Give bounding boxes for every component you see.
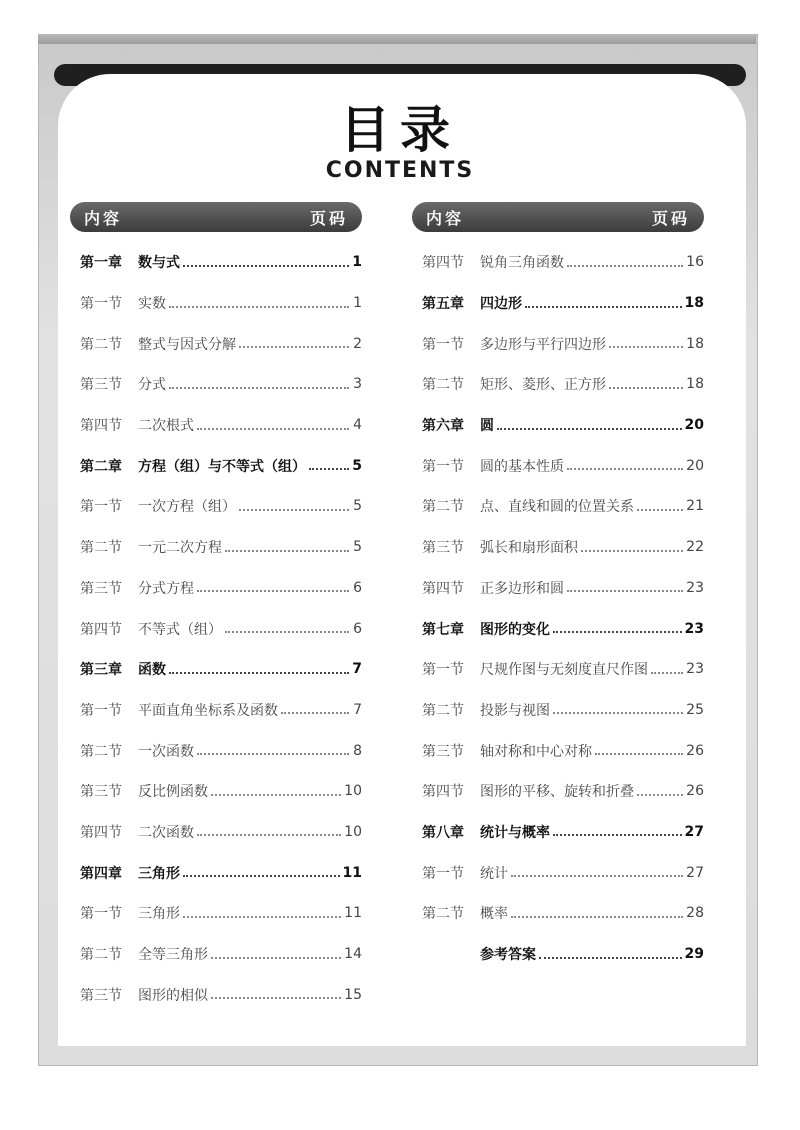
entry-title: 锐角三角函数 [480, 255, 564, 272]
toc-section-entry [70, 568, 362, 609]
entry-title: 实数 [138, 296, 166, 313]
entry-title: 函数 [138, 662, 166, 679]
toc-section-entry [70, 608, 362, 649]
toc-section-entry [412, 364, 704, 405]
entry-title: 整式与因式分解 [138, 336, 236, 353]
leader-dots [183, 264, 349, 267]
leader-dots [651, 671, 683, 674]
toc-section-entry [412, 568, 704, 609]
toc-section-entry [70, 771, 362, 812]
entry-title: 图形的平移、旋转和折叠 [480, 784, 634, 801]
toc-chapter-entry [70, 649, 362, 690]
entry-number: 第八章 [422, 824, 464, 841]
entry-title: 统计 [480, 865, 508, 882]
entry-page-number: 1 [353, 295, 362, 312]
entry-page-number: 7 [352, 661, 362, 678]
column-header-page-label: 页码 [309, 208, 348, 228]
leader-dots [183, 874, 340, 877]
entry-page-number: 23 [686, 661, 704, 678]
toc-section-entry [70, 974, 362, 1015]
entry-title: 多边形与平行四边形 [480, 336, 606, 353]
entry-page-number: 5 [353, 539, 362, 556]
entry-number: 第三节 [80, 784, 122, 801]
entry-number: 第四节 [422, 580, 464, 597]
leader-dots [553, 711, 683, 714]
leader-dots [239, 508, 349, 511]
toc-chapter-entry [70, 242, 362, 283]
toc-section-entry [70, 934, 362, 975]
toc-section-entry [412, 730, 704, 771]
toc-section-entry [412, 690, 704, 731]
leader-dots [281, 711, 349, 714]
toc-section-entry [70, 486, 362, 527]
toc-section-entry [412, 445, 704, 486]
entry-number: 第一节 [422, 336, 464, 353]
entry-page-number: 18 [686, 335, 704, 352]
entry-page-number: 6 [353, 620, 362, 637]
leader-dots [511, 874, 683, 877]
leader-dots [567, 467, 683, 470]
entry-title: 平面直角坐标系及函数 [138, 702, 278, 719]
entry-page-number: 27 [686, 864, 704, 881]
leader-dots [169, 386, 349, 389]
entry-page-number: 11 [344, 905, 362, 922]
entry-page-number: 14 [344, 946, 362, 963]
entry-number: 第四节 [80, 621, 122, 638]
entry-number: 第二节 [80, 540, 122, 557]
leader-dots [225, 630, 349, 633]
entry-title: 一元二次方程 [138, 540, 222, 557]
entry-number: 第二节 [80, 743, 122, 760]
entry-page-number: 29 [684, 946, 704, 963]
entry-title: 三角形 [138, 906, 180, 923]
entry-number: 第一节 [80, 906, 122, 923]
leader-dots [609, 345, 683, 348]
toc-chapter-entry [412, 934, 704, 975]
entry-title: 反比例函数 [138, 784, 208, 801]
entry-page-number: 1 [352, 254, 362, 271]
entry-page-number: 11 [342, 864, 362, 881]
entry-page-number: 5 [352, 457, 362, 474]
entry-number: 第四章 [80, 865, 122, 882]
leader-dots [183, 915, 341, 918]
entry-page-number: 20 [684, 417, 704, 434]
column-header-content-label: 内容 [426, 208, 465, 228]
leader-dots [567, 264, 683, 267]
entry-number: 第六章 [422, 418, 464, 435]
entry-title: 圆的基本性质 [480, 458, 564, 475]
leader-dots [197, 752, 349, 755]
leader-dots [581, 549, 683, 552]
toc-chapter-entry [70, 445, 362, 486]
entry-number: 第二节 [422, 702, 464, 719]
entry-title: 统计与概率 [480, 824, 550, 841]
entry-number: 第二节 [422, 906, 464, 923]
toc-chapter-entry [412, 608, 704, 649]
toc-column-left [70, 202, 362, 1015]
entry-page-number: 18 [686, 376, 704, 393]
entry-number: 第四节 [80, 418, 122, 435]
toc-section-entry [70, 893, 362, 934]
entry-page-number: 10 [344, 823, 362, 840]
toc-section-entry [70, 812, 362, 853]
entry-page-number: 25 [686, 701, 704, 718]
entry-number: 第一节 [422, 662, 464, 679]
toc-section-entry [70, 323, 362, 364]
leader-dots [539, 956, 682, 959]
page-title: 目录 [340, 100, 460, 159]
frame-top-rail [38, 34, 756, 44]
toc-chapter-entry [412, 283, 704, 324]
entry-title: 一次方程（组） [138, 499, 236, 516]
column-header [412, 202, 704, 232]
entry-number: 第三节 [80, 987, 122, 1004]
entry-page-number: 26 [686, 783, 704, 800]
toc-entries [70, 242, 362, 1015]
leader-dots [169, 305, 349, 308]
column-header-page-label: 页码 [651, 208, 690, 228]
entry-title: 分式方程 [138, 580, 194, 597]
toc-section-entry [412, 649, 704, 690]
leader-dots [567, 589, 683, 592]
entry-number: 第一章 [80, 255, 122, 272]
toc-section-entry [70, 730, 362, 771]
entry-page-number: 10 [344, 783, 362, 800]
page-subtitle: CONTENTS [325, 158, 475, 183]
leader-dots [511, 915, 683, 918]
entry-page-number: 16 [686, 254, 704, 271]
leader-dots [553, 630, 682, 633]
toc-section-entry [412, 242, 704, 283]
toc-section-entry [70, 364, 362, 405]
entry-number: 第三节 [422, 743, 464, 760]
entry-title: 三角形 [138, 865, 180, 882]
entry-title: 图形的相似 [138, 987, 208, 1004]
entry-page-number: 22 [686, 539, 704, 556]
entry-title: 不等式（组） [138, 621, 222, 638]
entry-number: 第二章 [80, 458, 122, 475]
entry-page-number: 2 [353, 335, 362, 352]
entry-title: 投影与视图 [480, 702, 550, 719]
toc-chapter-entry [412, 812, 704, 853]
entry-page-number: 28 [686, 905, 704, 922]
leader-dots [211, 793, 341, 796]
leader-dots [197, 589, 349, 592]
entry-page-number: 27 [684, 823, 704, 840]
entry-number: 第二节 [422, 377, 464, 394]
leader-dots [211, 996, 341, 999]
toc-section-entry [412, 852, 704, 893]
entry-page-number: 5 [353, 498, 362, 515]
leader-dots [211, 956, 341, 959]
entry-number: 第二节 [422, 499, 464, 516]
leader-dots [169, 671, 349, 674]
entry-title: 正多边形和圆 [480, 580, 564, 597]
entry-number: 第二节 [80, 336, 122, 353]
toc-entries [412, 242, 704, 974]
leader-dots [595, 752, 683, 755]
entry-page-number: 23 [684, 620, 704, 637]
entry-page-number: 23 [686, 579, 704, 596]
leader-dots [225, 549, 349, 552]
entry-number: 第一节 [422, 865, 464, 882]
toc-chapter-entry [70, 852, 362, 893]
leader-dots [197, 833, 341, 836]
toc-section-entry [412, 527, 704, 568]
entry-page-number: 18 [684, 295, 704, 312]
toc-section-entry [70, 690, 362, 731]
entry-page-number: 4 [353, 417, 362, 434]
leader-dots [637, 793, 683, 796]
leader-dots [553, 833, 682, 836]
entry-page-number: 26 [686, 742, 704, 759]
entry-title: 方程（组）与不等式（组） [138, 458, 306, 475]
leader-dots [525, 305, 682, 308]
leader-dots [239, 345, 349, 348]
entry-number: 第一节 [80, 499, 122, 516]
entry-number: 第一节 [80, 296, 122, 313]
entry-title: 一次函数 [138, 743, 194, 760]
entry-number: 第三节 [422, 540, 464, 557]
entry-title: 概率 [480, 906, 508, 923]
entry-title: 全等三角形 [138, 947, 208, 964]
toc-section-entry [412, 323, 704, 364]
toc-section-entry [412, 893, 704, 934]
entry-title: 参考答案 [480, 947, 536, 964]
toc-section-entry [412, 771, 704, 812]
entry-title: 分式 [138, 377, 166, 394]
entry-title: 二次根式 [138, 418, 194, 435]
entry-title: 二次函数 [138, 824, 194, 841]
entry-page-number: 8 [353, 742, 362, 759]
entry-number: 第一节 [80, 702, 122, 719]
entry-number: 第五章 [422, 296, 464, 313]
toc-section-entry [412, 486, 704, 527]
entry-title: 矩形、菱形、正方形 [480, 377, 606, 394]
leader-dots [637, 508, 683, 511]
entry-title: 数与式 [138, 255, 180, 272]
entry-number: 第四节 [422, 255, 464, 272]
entry-title: 轴对称和中心对称 [480, 743, 592, 760]
entry-title: 尺规作图与无刻度直尺作图 [480, 662, 648, 679]
entry-number: 第四节 [80, 824, 122, 841]
entry-number: 第三节 [80, 377, 122, 394]
leader-dots [609, 386, 683, 389]
entry-number: 第七章 [422, 621, 464, 638]
entry-page-number: 3 [353, 376, 362, 393]
entry-title: 圆 [480, 418, 494, 435]
entry-title: 点、直线和圆的位置关系 [480, 499, 634, 516]
entry-page-number: 21 [686, 498, 704, 515]
leader-dots [197, 427, 349, 430]
entry-number: 第一节 [422, 458, 464, 475]
entry-number: 第三节 [80, 580, 122, 597]
toc-section-entry [70, 527, 362, 568]
leader-dots [309, 467, 349, 470]
entry-number: 第二节 [80, 947, 122, 964]
entry-number: 第四节 [422, 784, 464, 801]
leader-dots [497, 427, 682, 430]
toc-section-entry [70, 283, 362, 324]
column-header [70, 202, 362, 232]
toc-chapter-entry [412, 405, 704, 446]
entry-page-number: 15 [344, 986, 362, 1003]
column-header-content-label: 内容 [84, 208, 123, 228]
toc-column-right [412, 202, 704, 974]
entry-title: 弧长和扇形面积 [480, 540, 578, 557]
entry-page-number: 6 [353, 579, 362, 596]
entry-title: 图形的变化 [480, 621, 550, 638]
entry-page-number: 7 [353, 701, 362, 718]
entry-title: 四边形 [480, 296, 522, 313]
entry-number: 第三章 [80, 662, 122, 679]
entry-page-number: 20 [686, 457, 704, 474]
toc-section-entry [70, 405, 362, 446]
